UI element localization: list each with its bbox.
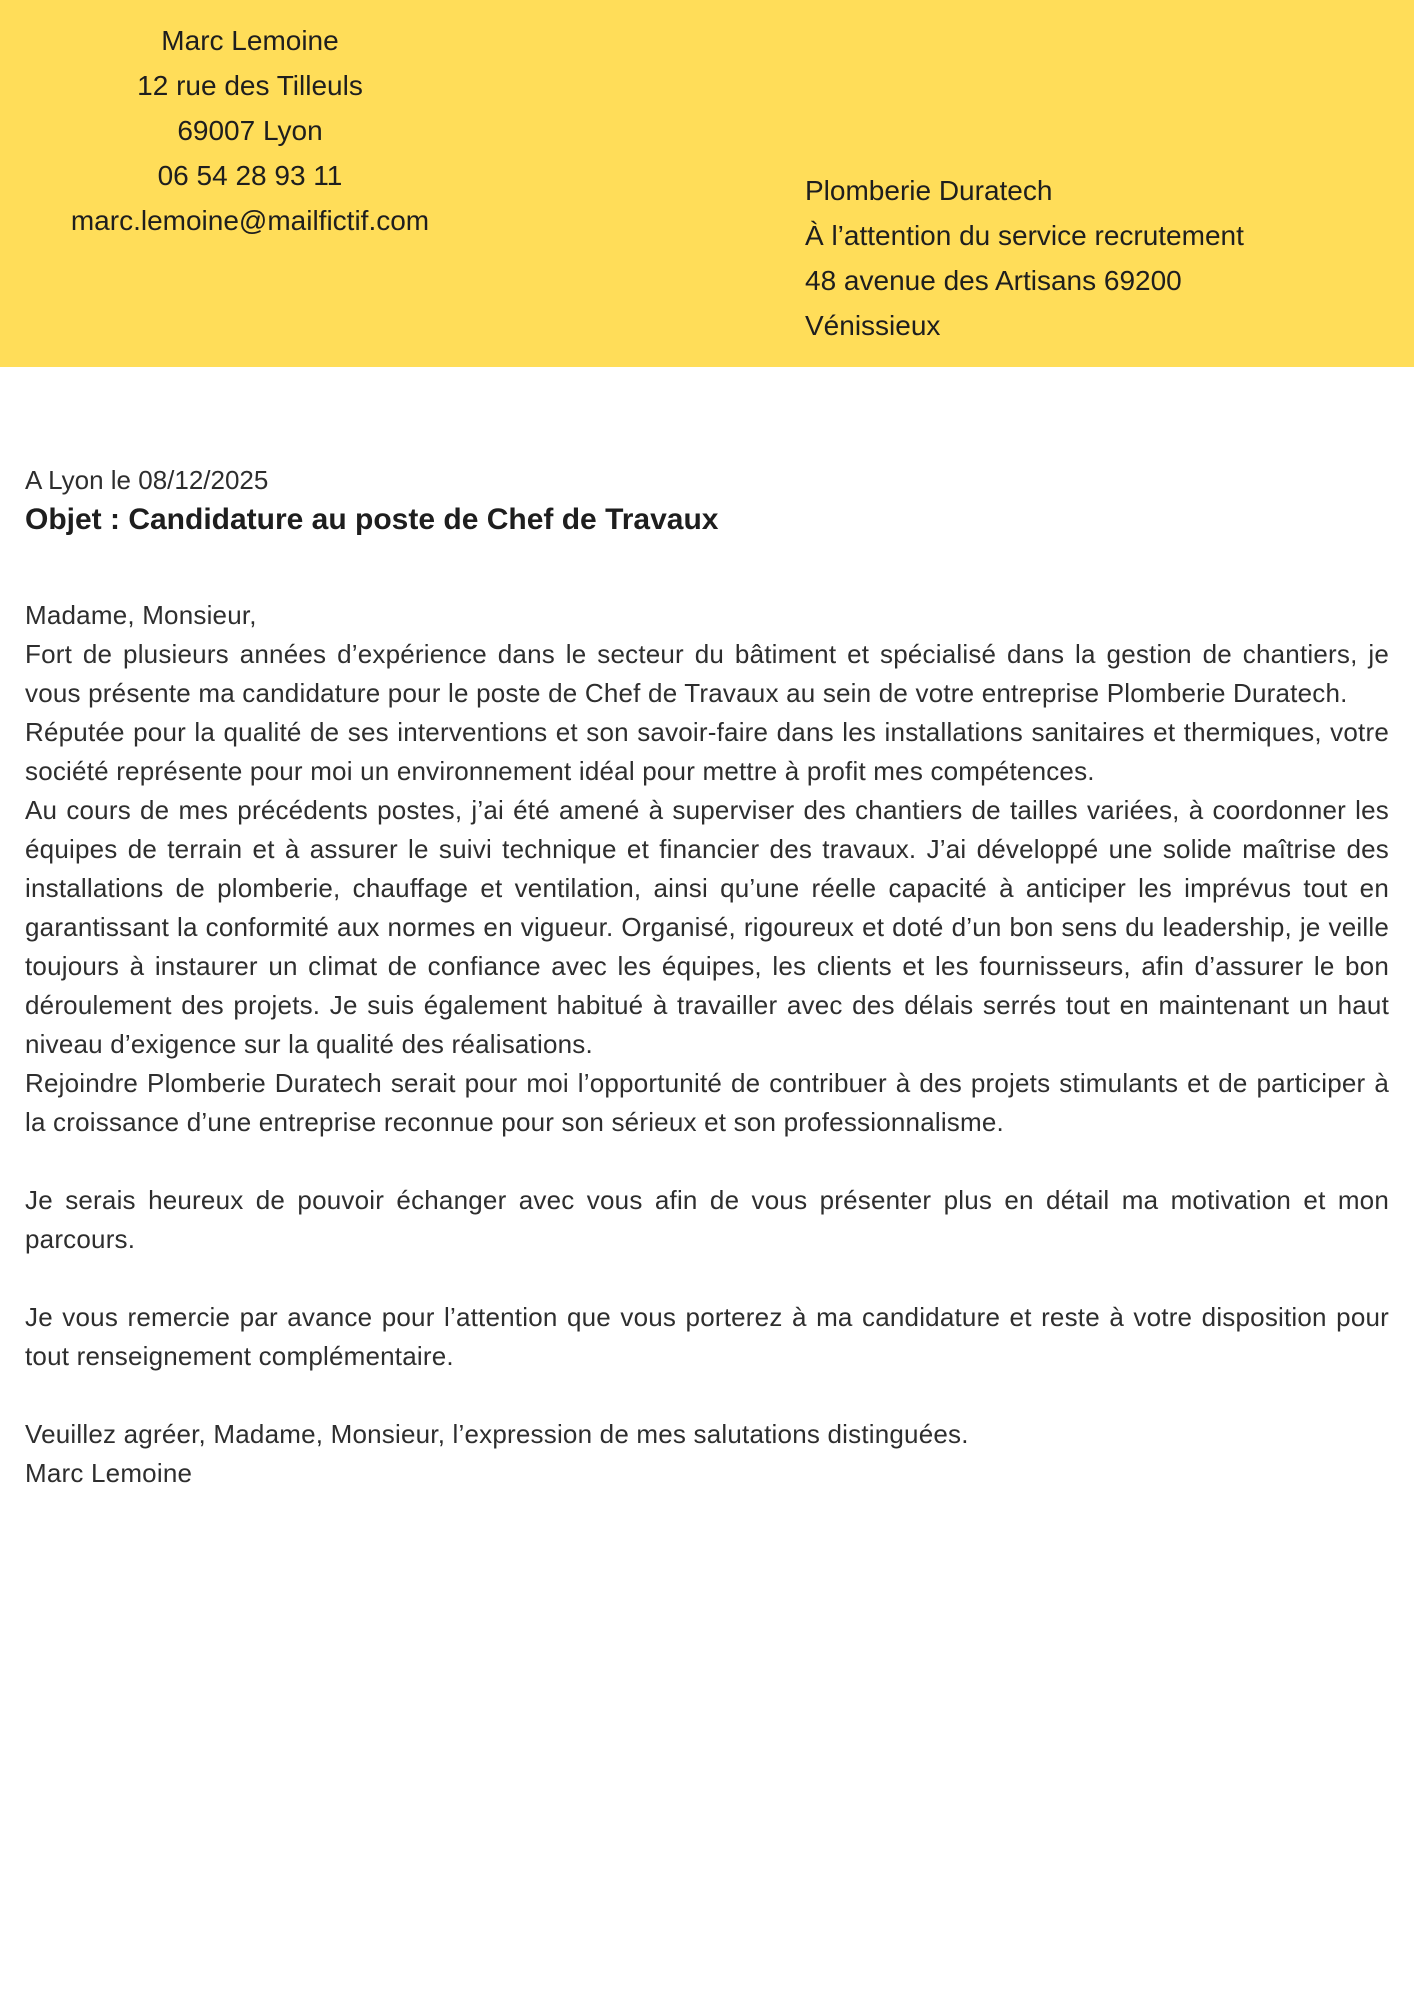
letter-content [0,367,1414,1493]
paragraph-company-praise: Réputée pour la qualité de ses interventions et son savoir-faire dans les installations sanitaires et thermiques, votre société représente pour moi un environnement idéal pour mettre à profit mes compétences. [25,717,1389,786]
paragraph-motivation: Rejoindre Plomberie Duratech serait pour moi l’opportunité de contribuer à des projets stimulants et de participer à la croissance d’une entreprise reconnue pour son sérieux et son professionnalisme. [25,1068,1389,1137]
recipient-address-block [805,168,1244,348]
paragraph-experience: Au cours de mes précédents postes, j’ai été amené à superviser des chantiers de tailles variées, à coordonner les équipes de terrain et à assurer le suivi technique et financier des travaux. J’ai développé une solide maîtrise des installations de plomberie, chauffage et ventilation, ainsi qu’une réelle capacité à anticiper les imprévus tout en garantissant la conformité aux normes en vigueur. Organisé, rigoureux et doté d’un bon sens du leadership, je veille toujours à instaurer un climat de confiance avec les équipes, les clients et les fournisseurs, afin d’assurer le bon déroulement des projets. Je suis également habitué à travailler avec des délais serrés tout en maintenant un haut niveau d’exigence sur la qualité des réalisations. [25,795,1389,1059]
subject-line: Objet : Candidature au poste de Chef de Travaux [25,503,719,536]
sender-phone: 06 54 28 93 11 [157,160,343,191]
sender-name: Marc Lemoine [161,25,339,56]
paragraph-interview-request: Je serais heureux de pouvoir échanger avec vous afin de vous présenter plus en détail ma motivation et mon parcours. [25,1185,1389,1254]
letter-body [25,596,1389,1493]
sender-street: 12 rue des Tilleuls [137,70,363,101]
recipient-street: 48 avenue des Artisans 69200 [805,265,1182,296]
recipient-attention-line: À l’attention du service recrutement [805,220,1244,251]
signature: Marc Lemoine [25,1458,193,1488]
closing-salutation: Veuillez agréer, Madame, Monsieur, l’expression de mes salutations distinguées. [25,1419,969,1449]
paragraph-thanks: Je vous remercie par avance pour l’attention que vous porterez à ma candidature et reste à votre disposition pour tout renseignement complémentaire. [25,1302,1389,1371]
sender-city: 69007 Lyon [177,115,323,146]
paragraph-introduction: Fort de plusieurs années d’expérience dans le secteur du bâtiment et spécialisé dans la gestion de chantiers, je vous présente ma candidature pour le poste de Chef de Travaux au sein de votre entreprise Plomberie Duratech. [25,639,1389,708]
letter-header-band [0,0,1414,367]
dateline: A Lyon le 08/12/2025 [25,465,269,495]
recipient-company: Plomberie Duratech [805,175,1053,206]
sender-email: marc.lemoine@mailfictif.com [70,205,430,236]
sender-address-block [22,18,478,243]
recipient-city: Vénissieux [805,310,941,341]
salutation: Madame, Monsieur, [25,600,257,630]
